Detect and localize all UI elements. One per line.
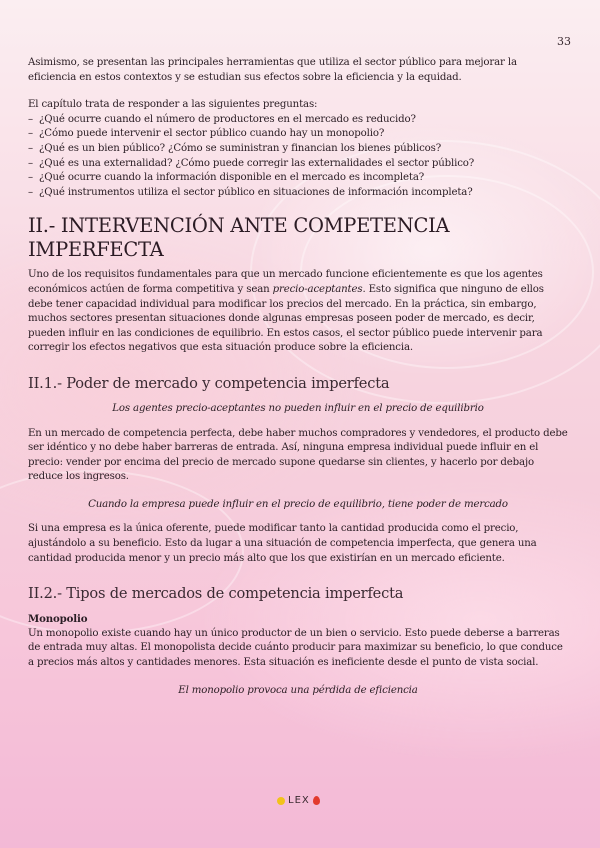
section-paragraph-part: . Esto significa que ninguno de ellos debe tener capacidad individual para modificar los precios del mercado. En la práctica, sin embargo, muchos sectores presentan situaciones donde algunas empresas poseen poder de mercado, es decir, pueden influir en las condiciones de equilibrio. En estos casos, el sector público puede intervenir para corregir los efectos negativos que esta situación produce sobre la eficiencia. <box>28 283 544 354</box>
question-item: – ¿Qué ocurre cuando el número de productores en el mercado es reducido? <box>28 113 568 128</box>
sun-icon <box>277 797 285 805</box>
section-paragraph <box>28 268 568 356</box>
page-number: 33 <box>557 35 571 48</box>
section-paragraph-part: Uno de los requisitos fundamentales para que un mercado funcione eficientemente es que los agentes económicos actúen de forma competitiva y sean <box>28 269 543 295</box>
subsection-title-1: II.1.- Poder de mercado y competencia imperfecta <box>28 374 390 392</box>
intro-paragraph: Asimismo, se presentan las principales herramientas que utiliza el sector público para mejorar la eficiencia en estos contextos y se estudian sus efectos sobre la eficiencia y la equidad. <box>28 57 517 83</box>
section-title: II.- INTERVENCIÓN ANTE COMPETENCIA IMPERFECTA <box>28 214 450 262</box>
questions-intro: El capítulo trata de responder a las siguientes preguntas: <box>28 99 318 111</box>
section-paragraph-italic: precio-aceptantes <box>272 283 363 295</box>
monopoly-paragraph: Un monopolio existe cuando hay un único productor de un bien o servicio. Esto puede deberse a barreras de entrada muy altas. El monopolista decide cuánto producir para maximizar su beneficio, lo que conduce a precios más altos y cantidades menores. Esta situación es ineficiente desde el punto de vista social. <box>28 627 563 669</box>
footer-logo <box>277 795 320 806</box>
highlight-quote: Cuando la empresa puede influir en el precio de equilibrio, tiene poder de mercado <box>88 498 508 510</box>
question-item: – ¿Qué instrumentos utiliza el sector público en situaciones de información incompleta? <box>28 186 568 201</box>
question-item: – ¿Qué es una externalidad? ¿Cómo puede corregir las externalidades el sector público? <box>28 157 568 172</box>
footer-logo-text: LEX <box>288 795 310 806</box>
question-item: – ¿Cómo puede intervenir el sector público cuando hay un monopolio? <box>28 127 568 142</box>
highlight-quote: El monopolio provoca una pérdida de eficiencia <box>178 684 418 696</box>
subsection-title-2: II.2.- Tipos de mercados de competencia imperfecta <box>28 585 404 603</box>
drop-icon <box>313 796 320 805</box>
highlight-quote: Los agentes precio-aceptantes no pueden influir en el precio de equilibrio <box>112 402 484 414</box>
question-item: – ¿Qué ocurre cuando la información disponible en el mercado es incompleta? <box>28 171 568 186</box>
body-paragraph: En un mercado de competencia perfecta, debe haber muchos compradores y vendedores, el producto debe ser idéntico y no debe haber barreras de entrada. Así, ninguna empresa individual puede influir en el precio: vender por encima del precio de mercado supone quedarse sin clientes, y hacerlo por debajo reduce los ingresos. <box>28 427 568 483</box>
page-content <box>28 56 568 708</box>
monopoly-heading: Monopolio <box>28 613 88 626</box>
body-paragraph: Si una empresa es la única oferente, puede modificar tanto la cantidad producida como el precio, ajustándolo a su beneficio. Esto da lugar a una situación de competencia imperfecta, que genera una cantidad producida menor y un precio más alto que los que existirían en un mercado eficiente. <box>28 523 537 564</box>
questions-list <box>28 113 568 201</box>
question-item: – ¿Qué es un bien público? ¿Cómo se suministran y financian los bienes públicos? <box>28 142 568 157</box>
